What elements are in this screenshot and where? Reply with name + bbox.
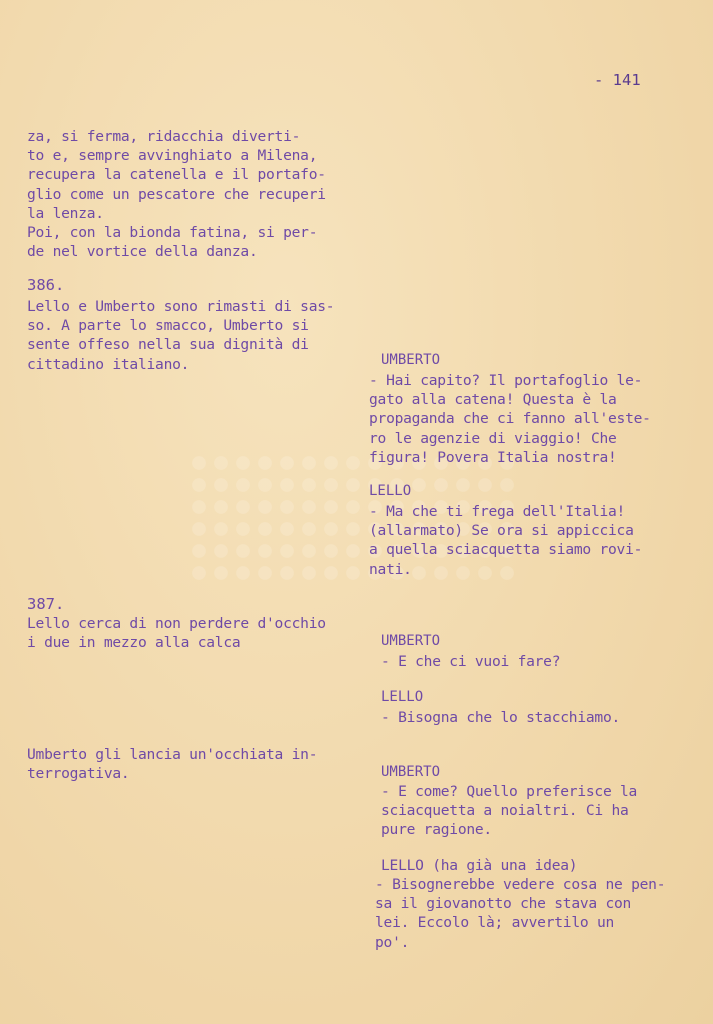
speaker-lello: LELLO	[369, 483, 412, 499]
scene-number-386: 386.	[27, 276, 65, 294]
page-number: - 141	[594, 71, 641, 89]
scene-continuation-text: za, si ferma, ridacchia diverti- to e, sempre avvinghiato a Milena, recupera la catenella e il portafo- glio come un pescatore che recuperi la lenza. Poi, con la bionda fatina, si per- de nel vortice della danza.	[27, 128, 326, 261]
speaker-lello: LELLO	[381, 689, 424, 705]
dialogue-line: - Ma che ti frega dell'Italia! (allarmato) Se ora si appiccica a quella sciacquetta siamo rovi- nati.	[369, 503, 643, 578]
speaker-lello: LELLO (ha già una idea)	[381, 857, 578, 874]
speaker-umberto: UMBERTO	[381, 633, 441, 649]
scene-386-text: Lello e Umberto sono rimasti di sas- so. A parte lo smacco, Umberto si sente offeso nella sua dignità di cittadino italiano.	[27, 298, 335, 373]
speaker-umberto: UMBERTO	[381, 352, 441, 368]
dialogue-line: - Bisogna che lo stacchiamo.	[381, 709, 621, 726]
scene-387-text: Lello cerca di non perdere d'occhio i due in mezzo alla calca	[27, 615, 326, 652]
dialogue-line: - E che ci vuoi fare?	[381, 653, 561, 670]
scene-number-387: 387.	[27, 595, 65, 613]
speaker-umberto: UMBERTO	[381, 764, 441, 780]
dialogue-line: - Hai capito? Il portafoglio le- gato alla catena! Questa è la propaganda che ci fanno all'este- ro le agenzie di viaggio! Che figura! Povera Italia nostra!	[369, 372, 651, 466]
dialogue-line: - Bisognerebbe vedere cosa ne pen- sa il giovanotto che stava con lei. Eccolo là; avvertilo un po'.	[375, 876, 666, 951]
umberto-action-text: Umberto gli lancia un'occhiata in- terrogativa.	[27, 746, 318, 783]
dialogue-line: - E come? Quello preferisce la sciacquetta a noialtri. Ci ha pure ragione.	[381, 783, 638, 839]
